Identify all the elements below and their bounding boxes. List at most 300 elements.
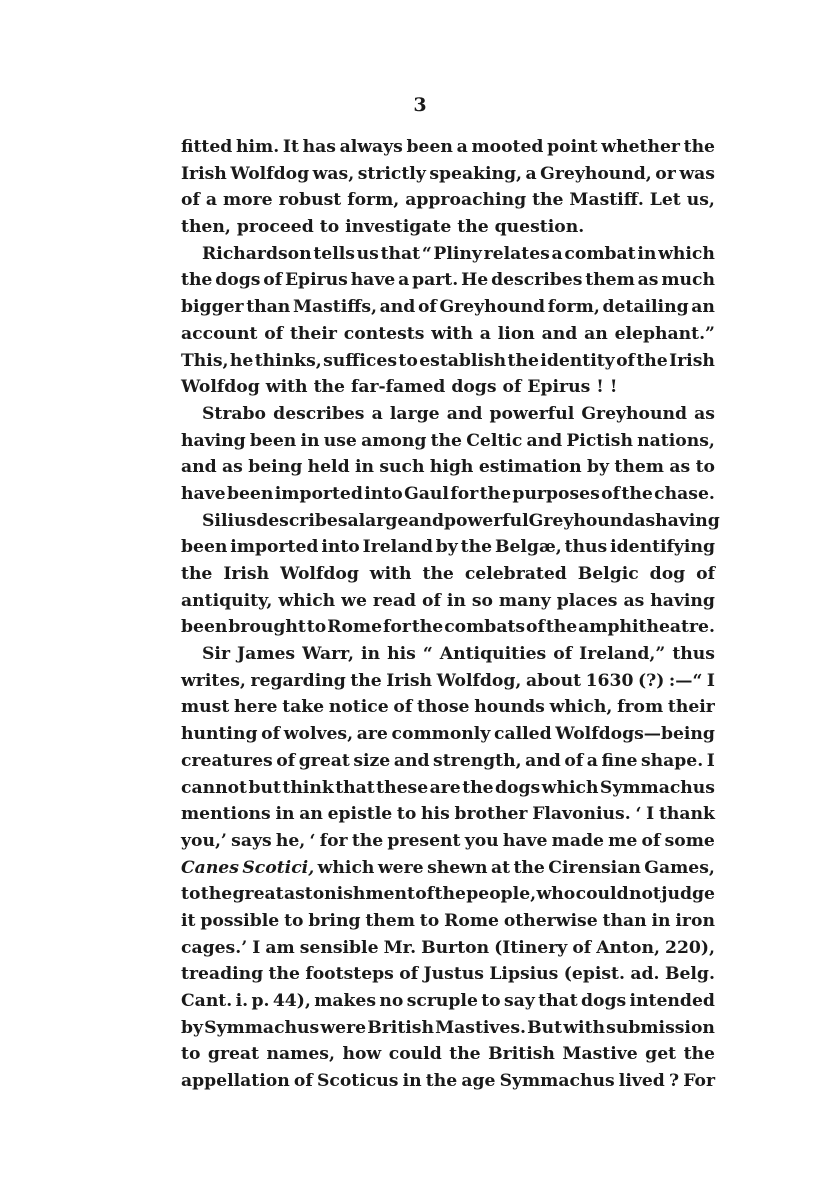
word: I (252, 937, 261, 958)
word: the (313, 377, 345, 398)
word: robust (278, 190, 342, 211)
word: the (268, 964, 300, 985)
word: combats (444, 617, 526, 638)
word: these (376, 777, 429, 798)
word: great (207, 1044, 260, 1065)
word: elephant.” (614, 323, 715, 344)
word: strictly (357, 163, 426, 184)
word: notice (328, 697, 389, 718)
word: the (449, 1044, 481, 1065)
word: Wolfdog (181, 377, 260, 398)
word: us (356, 243, 379, 264)
word: mooted (471, 137, 544, 157)
word: high (429, 457, 474, 478)
word: as (634, 510, 656, 531)
word: about (525, 670, 582, 691)
word: Warr, (302, 644, 354, 665)
word: ad. (630, 964, 660, 985)
word: and (408, 510, 444, 531)
word: the (434, 884, 466, 905)
word: speaking, (429, 163, 523, 184)
text-line (181, 161, 715, 188)
word: British (488, 1044, 555, 1065)
word: to (398, 350, 418, 371)
word: size (353, 750, 391, 771)
word: to (284, 910, 304, 931)
word: Irish (181, 163, 227, 184)
word: many (498, 590, 551, 611)
word: hounds (474, 697, 545, 718)
word: such (379, 457, 425, 478)
word: (?) (638, 670, 665, 691)
word: not (628, 884, 661, 905)
word: as (669, 457, 691, 478)
word: Epirus (527, 377, 591, 398)
word: part. (412, 270, 459, 291)
word: could (575, 884, 629, 905)
word: bring (308, 910, 361, 931)
word: in (300, 430, 320, 451)
word: then, (181, 217, 231, 238)
word: the (621, 483, 653, 504)
word: with (265, 377, 308, 398)
word: appellation (181, 1071, 290, 1092)
word: Anton, (596, 937, 660, 958)
word: the (181, 564, 213, 584)
text-line (181, 694, 715, 721)
word: of (601, 483, 621, 504)
word: Wolfdog, (436, 670, 522, 691)
word: ? (668, 1071, 680, 1092)
word: account (181, 323, 258, 344)
word: epistle (327, 804, 393, 825)
word: to (319, 217, 340, 238)
text-line (181, 801, 715, 828)
word: and (526, 430, 563, 451)
word: estimation (478, 457, 582, 478)
text-line (181, 454, 715, 481)
word: we (341, 590, 367, 611)
word: Richardson (202, 243, 312, 264)
word: must (181, 697, 230, 718)
word: than (602, 910, 647, 931)
word: investigate (345, 217, 452, 238)
word: that (538, 991, 578, 1011)
word: tells (313, 243, 355, 264)
word: Flavonius. (532, 804, 631, 825)
word: as (637, 270, 659, 291)
text-line (181, 588, 715, 615)
word: by (435, 537, 458, 558)
word: 1630 (585, 670, 634, 691)
word: the (545, 617, 578, 638)
text-line (181, 401, 715, 428)
word: whether (601, 137, 680, 157)
word: describes (256, 510, 348, 531)
text-line (181, 348, 715, 375)
word: a (586, 750, 598, 771)
word: lived (618, 1071, 665, 1092)
word: makes (314, 991, 377, 1011)
word: held (307, 457, 350, 478)
word: people, (466, 884, 537, 905)
text-line (181, 508, 720, 535)
text-line (181, 534, 715, 561)
word: Irish (386, 670, 433, 691)
word: of (263, 270, 283, 291)
word: strength, (433, 750, 522, 771)
word: establish (419, 350, 507, 371)
word: them (365, 910, 415, 931)
word: places (556, 590, 618, 611)
word: regarding (250, 670, 346, 691)
word: Celtic (466, 430, 523, 451)
word: could (388, 1044, 442, 1065)
word: the (351, 830, 384, 851)
word: submission (606, 1017, 715, 1038)
word: 44), (272, 991, 311, 1011)
text-line (181, 881, 715, 908)
word: mentions (181, 804, 271, 825)
word: imported (230, 537, 319, 558)
word: in (354, 457, 374, 478)
text-line (181, 988, 715, 1015)
word: been (226, 483, 274, 504)
word: the (462, 777, 494, 798)
word: the (507, 350, 539, 371)
word: of (564, 750, 584, 771)
word: cannot (181, 777, 247, 798)
word: But (527, 1017, 563, 1038)
word: which (317, 857, 375, 878)
word: the (479, 483, 512, 504)
word: who (536, 884, 576, 905)
text-line (181, 935, 715, 962)
word: to (181, 1044, 201, 1065)
word: Justus (423, 964, 484, 985)
word: of (616, 350, 635, 371)
body-text (181, 134, 720, 1095)
word: describes (273, 403, 365, 424)
word: a (398, 270, 410, 291)
text-line (181, 134, 715, 161)
word: shewn (427, 857, 488, 878)
word: large (389, 403, 440, 424)
word: which (658, 243, 715, 264)
text-line (181, 294, 715, 321)
word: Mastiffs, (292, 297, 378, 318)
word: for (450, 483, 479, 504)
text-line (181, 668, 715, 695)
word: Scotici, (242, 857, 315, 878)
word: Belgic (577, 564, 639, 584)
word: for (382, 617, 411, 638)
word: am (265, 937, 295, 958)
word: ‘ (309, 830, 316, 851)
word: 220), (664, 937, 715, 958)
word: Rome (327, 617, 383, 638)
word: have (502, 830, 548, 851)
word: Burton (421, 937, 490, 958)
word: no (379, 991, 404, 1011)
word: more (222, 190, 273, 211)
word: how (342, 1044, 382, 1065)
text-line (181, 748, 715, 775)
word: their (289, 323, 337, 344)
word: detailing (602, 297, 689, 318)
word: than (246, 297, 291, 318)
word: but (248, 777, 281, 798)
word: judge (661, 884, 715, 905)
word: being (248, 457, 303, 478)
word: them (614, 457, 664, 478)
word: think (282, 777, 334, 798)
word: combat (564, 243, 636, 264)
text-line (181, 855, 715, 882)
word: iron (675, 910, 715, 931)
word: which (541, 777, 599, 798)
word: commonly (391, 724, 491, 745)
word: of (276, 750, 296, 771)
word: he, (275, 830, 306, 851)
word: you,’ (181, 830, 227, 851)
text-line (181, 481, 715, 508)
word: of (572, 937, 592, 958)
word: p. (251, 991, 270, 1011)
word: Cant. (181, 991, 233, 1011)
word: Greyhound (528, 510, 635, 531)
word: Lipsius (489, 964, 559, 985)
word: an (691, 297, 715, 318)
word: are (429, 777, 461, 798)
word: present (387, 830, 461, 851)
word: thus (672, 644, 715, 665)
word: of (399, 964, 419, 985)
word: of (264, 323, 284, 344)
word: have (181, 483, 226, 504)
word: to (396, 804, 417, 825)
word: in (446, 590, 466, 611)
word: to (306, 617, 327, 638)
word: been (181, 617, 228, 638)
word: in (361, 644, 381, 665)
word: the (422, 564, 454, 584)
word: identity (540, 350, 615, 371)
word: dogs (495, 777, 541, 798)
word: age (461, 1071, 496, 1092)
word: the (683, 1044, 715, 1065)
word: “ (422, 644, 433, 665)
word: purposes (512, 483, 600, 504)
word: bigger (181, 297, 244, 318)
word: thank (658, 804, 715, 825)
word: were (320, 1017, 367, 1038)
word: intended (629, 991, 715, 1011)
word: a (479, 323, 491, 344)
word: Rome (444, 910, 499, 931)
word: in (637, 243, 657, 264)
word: brought (228, 617, 306, 638)
word: the (411, 617, 444, 638)
word: amphitheatre. (578, 617, 715, 638)
word: to (481, 991, 501, 1011)
word: thus (564, 537, 608, 558)
word: i. (235, 991, 249, 1011)
word: Mastive (562, 1044, 638, 1065)
word: Symmachus (499, 1071, 615, 1092)
word: and (446, 403, 483, 424)
word: Epirus (284, 270, 348, 291)
word: of (261, 724, 281, 745)
word: of (526, 617, 545, 638)
word: Greyhound (439, 297, 546, 318)
word: I (646, 804, 655, 825)
word: otherwise (503, 910, 598, 931)
word: among (361, 430, 427, 451)
word: writes, (181, 670, 246, 691)
word: Greyhound, (540, 163, 652, 184)
text-line (181, 428, 715, 455)
word: (Itinery (494, 937, 568, 958)
word: to (181, 884, 201, 905)
word: wolves, (283, 724, 354, 745)
word: of (641, 830, 661, 851)
word: been (249, 430, 297, 451)
word: say (503, 991, 535, 1011)
word: shape. (640, 750, 704, 771)
word: having (655, 510, 720, 531)
word: dog (649, 564, 686, 584)
word: by (587, 457, 610, 478)
word: powerful (489, 403, 575, 424)
word: the (513, 857, 545, 878)
text-line (181, 641, 715, 668)
word: He (461, 270, 489, 291)
word: you (464, 830, 499, 851)
word: of (417, 297, 437, 318)
word: by (181, 1017, 204, 1038)
word: Irish (223, 564, 270, 584)
word: thinks, (254, 350, 322, 371)
word: Cirensian (548, 857, 641, 878)
word: Wolfdog (230, 163, 310, 184)
word: with (369, 564, 412, 584)
word: For (683, 1071, 715, 1092)
word: an (584, 323, 608, 344)
word: have (350, 270, 396, 291)
word: Greyhound (581, 403, 687, 424)
word: Irish (669, 350, 715, 371)
word: he (229, 350, 254, 371)
word: so (471, 590, 493, 611)
word: into (321, 537, 360, 558)
word: dogs (451, 377, 497, 398)
word: their (667, 697, 715, 718)
word: far-famed (350, 377, 446, 398)
word: which (278, 590, 336, 611)
word: names, (266, 1044, 335, 1065)
word: astonishment (283, 884, 415, 905)
word: Let (649, 190, 681, 211)
word: in (651, 910, 671, 931)
word: Belgæ, (494, 537, 562, 558)
word: the (460, 537, 493, 558)
word: to (695, 457, 715, 478)
word: Strabo (202, 403, 267, 424)
word: been (181, 537, 228, 558)
text-line (181, 214, 715, 241)
word: from (617, 697, 664, 718)
word: a (347, 510, 359, 531)
word: Wolfdogs—being (555, 724, 715, 745)
word: contests (343, 323, 425, 344)
word: treading (181, 964, 264, 985)
word: dogs (215, 270, 261, 291)
word: a (525, 163, 537, 184)
word: me (608, 830, 638, 851)
text-line (181, 561, 715, 588)
word: the (532, 190, 564, 211)
text-line (181, 374, 715, 401)
word: in (402, 1071, 422, 1092)
word: Pliny (433, 243, 482, 264)
word: was, (312, 163, 355, 184)
word: James (237, 644, 296, 665)
page-number: 3 (413, 94, 427, 116)
word: a (371, 403, 383, 424)
word: use (323, 430, 357, 451)
word: the (636, 350, 668, 371)
word: form, (347, 190, 400, 211)
word: nations, (637, 430, 715, 451)
word: hunting (181, 724, 258, 745)
word: celebrated (464, 564, 567, 584)
word: great (232, 884, 284, 905)
word: in (275, 804, 295, 825)
word: us, (686, 190, 715, 211)
word: of (553, 644, 573, 665)
word: describes (491, 270, 583, 291)
word: large (358, 510, 409, 531)
word: powerful (443, 510, 529, 531)
word: that (380, 243, 421, 264)
word: Belg. (664, 964, 715, 985)
word: It (282, 137, 299, 157)
word: his (421, 804, 450, 825)
word: the (425, 1071, 458, 1092)
word: with (431, 323, 473, 344)
word: made (551, 830, 604, 851)
word: an (299, 804, 323, 825)
word: called (494, 724, 552, 745)
word: has (302, 137, 336, 157)
word: the (350, 670, 382, 691)
word: :—“ (668, 670, 703, 691)
word: chase. (654, 483, 715, 504)
word: of (415, 884, 435, 905)
word: for (319, 830, 348, 851)
word: relates (483, 243, 550, 264)
word: ! (609, 377, 618, 398)
word: Games, (644, 857, 715, 878)
word: Canes (181, 857, 239, 878)
word: question. (494, 217, 585, 238)
word: that (335, 777, 375, 798)
word: those (416, 697, 470, 718)
word: the (181, 270, 213, 291)
word: his (387, 644, 416, 665)
word: of (502, 377, 522, 398)
